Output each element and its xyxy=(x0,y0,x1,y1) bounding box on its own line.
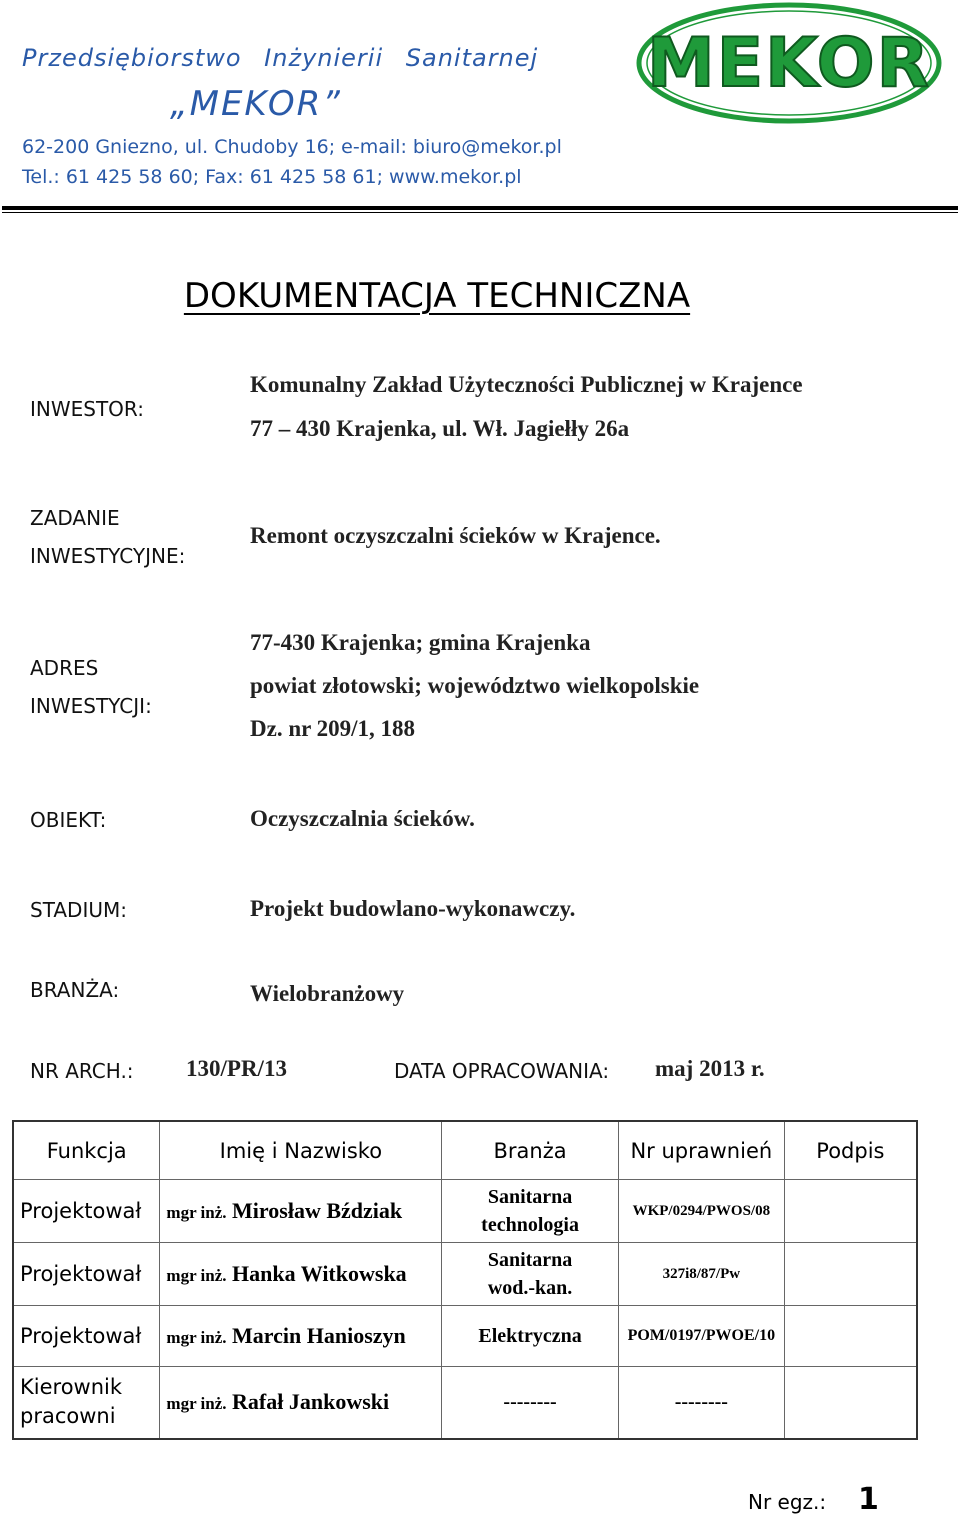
row-nr: POM/0197/PWOE/10 xyxy=(618,1306,784,1367)
row-branza-1: Sanitarna xyxy=(487,1186,573,1208)
row-name-cell xyxy=(160,1243,442,1306)
row-role-2: pracowni xyxy=(20,1404,116,1429)
branza-value: Wielobranżowy xyxy=(250,981,405,1006)
nr-egz-value: 1 xyxy=(858,1482,879,1517)
nr-arch-value: 130/PR/13 xyxy=(186,1056,287,1081)
data-opracowania-value: maj 2013 r. xyxy=(655,1056,765,1081)
company-address: 62-200 Gniezno, ul. Chudoby 16; e-mail: biuro@mekor.pl xyxy=(22,136,562,158)
document-title: DOKUMENTACJA TECHNICZNA xyxy=(183,276,691,316)
row-branza-1: Sanitarna xyxy=(487,1249,573,1271)
branza-label: BRANŻA: xyxy=(30,978,120,1002)
adres-line1: 77-430 Krajenka; gmina Krajenka xyxy=(250,630,591,655)
adres-label-1: ADRES xyxy=(30,656,99,680)
adres-label-2: INWESTYCJI: xyxy=(30,694,152,718)
row-title: mgr inż. xyxy=(166,1328,227,1347)
table-row xyxy=(13,1367,917,1439)
row-branza: -------- xyxy=(442,1367,619,1439)
stadium-label: STADIUM: xyxy=(30,898,127,922)
row-branza: Elektryczna xyxy=(442,1306,619,1367)
row-branza-2: technologia xyxy=(481,1214,579,1236)
row-name-cell xyxy=(160,1306,442,1367)
row-name: Mirosław Bździak xyxy=(232,1198,403,1223)
header-funkcja: Funkcja xyxy=(13,1121,160,1180)
obiekt-value: Oczyszczalnia ścieków. xyxy=(250,806,475,831)
inwestor-label: INWESTOR: xyxy=(30,397,144,421)
obiekt-label: OBIEKT: xyxy=(30,808,107,832)
row-name-cell xyxy=(160,1367,442,1439)
zadanie-value: Remont oczyszczalni ścieków w Krajence. xyxy=(250,523,661,548)
table-header-row xyxy=(13,1121,917,1180)
row-branza-cell xyxy=(442,1180,619,1243)
row-role: Projektował xyxy=(13,1180,160,1243)
row-branza-2: wod.-kan. xyxy=(487,1277,573,1299)
data-opracowania-label: DATA OPRACOWANIA: xyxy=(394,1059,610,1083)
row-title: mgr inż. xyxy=(166,1266,227,1285)
row-name: Rafał Jankowski xyxy=(232,1389,390,1415)
logo-text: MEKOR xyxy=(647,24,931,103)
row-name: Hanka Witkowska xyxy=(232,1261,407,1286)
row-signature xyxy=(784,1243,917,1306)
row-role-cell xyxy=(13,1367,160,1439)
table-row xyxy=(13,1180,917,1243)
row-role-1: Kierownik xyxy=(20,1375,123,1400)
row-title: mgr inż. xyxy=(166,1394,227,1414)
company-brand: „MEKOR” xyxy=(170,84,342,124)
company-contact: Tel.: 61 425 58 60; Fax: 61 425 58 61; www.mekor.pl xyxy=(22,166,522,188)
row-signature xyxy=(784,1306,917,1367)
adres-line2: powiat złotowski; województwo wielkopolskie xyxy=(250,673,700,698)
row-signature xyxy=(784,1180,917,1243)
table-row xyxy=(13,1306,917,1367)
header-divider xyxy=(2,206,958,210)
nr-arch-label: NR ARCH.: xyxy=(30,1059,134,1083)
row-nr: -------- xyxy=(618,1367,784,1439)
table-row xyxy=(13,1243,917,1306)
row-role: Projektował xyxy=(13,1306,160,1367)
row-role: Projektował xyxy=(13,1243,160,1306)
zadanie-label-1: ZADANIE xyxy=(30,506,120,530)
inwestor-line1: Komunalny Zakład Użyteczności Publicznej w Krajence xyxy=(250,372,803,397)
row-nr: 327i8/87/Pw xyxy=(618,1243,784,1306)
row-title: mgr inż. xyxy=(166,1203,227,1222)
row-signature xyxy=(784,1367,917,1439)
zadanie-label-2: INWESTYCYJNE: xyxy=(30,544,186,568)
company-name: Przedsiębiorstwo Inżynierii Sanitarnej xyxy=(22,44,539,72)
header-podpis: Podpis xyxy=(784,1121,917,1180)
header-nr-uprawnien: Nr uprawnień xyxy=(618,1121,784,1180)
row-name: Marcin Hanioszyn xyxy=(232,1323,406,1348)
mekor-logo xyxy=(636,2,942,124)
inwestor-line2: 77 – 430 Krajenka, ul. Wł. Jagiełły 26a xyxy=(250,416,630,441)
header-imie-nazwisko: Imię i Nazwisko xyxy=(160,1121,442,1180)
row-name-cell xyxy=(160,1180,442,1243)
header-branza: Branża xyxy=(442,1121,619,1180)
stadium-value: Projekt budowlano-wykonawczy. xyxy=(250,896,576,921)
row-nr: WKP/0294/PWOS/08 xyxy=(618,1180,784,1243)
adres-line3: Dz. nr 209/1, 188 xyxy=(250,716,416,741)
row-branza-cell xyxy=(442,1243,619,1306)
nr-egz-label: Nr egz.: xyxy=(748,1490,827,1514)
signature-table xyxy=(12,1120,918,1440)
header-divider-thin xyxy=(2,212,958,213)
